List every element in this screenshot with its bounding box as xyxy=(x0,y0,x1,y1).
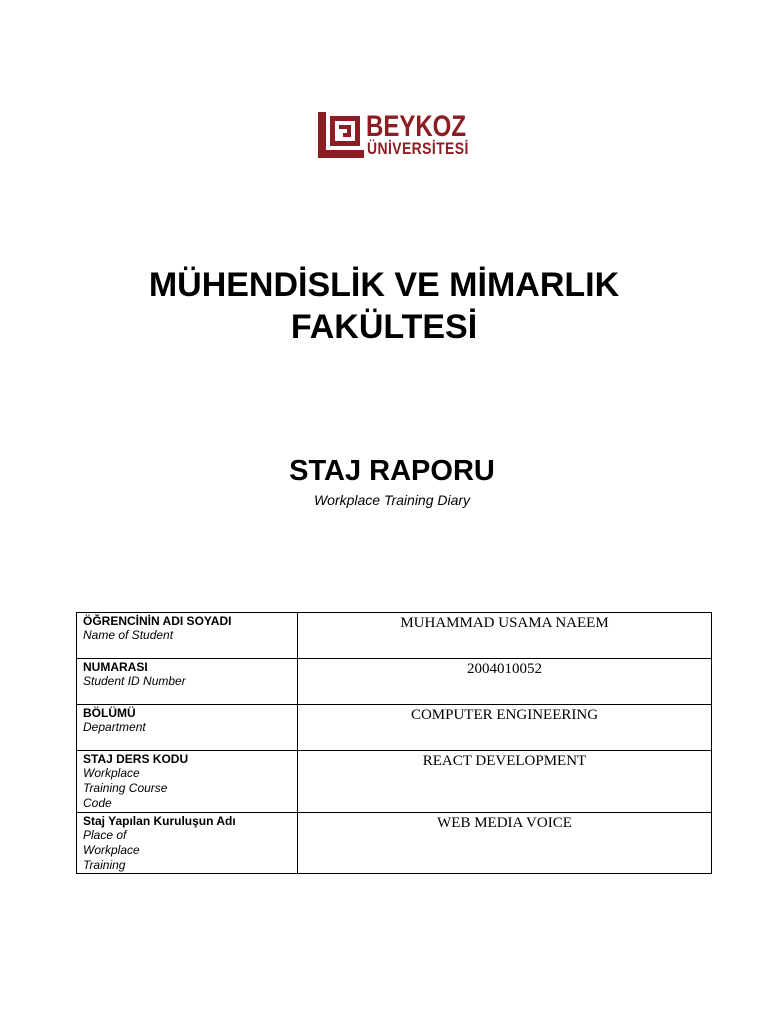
label-cell xyxy=(77,613,298,659)
table-row xyxy=(77,705,712,751)
label-cell xyxy=(77,813,298,874)
label-english: Workplace xyxy=(83,843,140,857)
label-turkish: ÖĞRENCİNİN ADI SOYADI xyxy=(83,614,232,628)
logo-line2: ÜNİVERSİTESİ xyxy=(367,139,469,158)
label-english: Name of Student xyxy=(83,628,174,642)
value-cell: 2004010052 xyxy=(298,659,712,705)
beykoz-logo-icon xyxy=(318,112,364,158)
label-english: Code xyxy=(83,796,112,810)
report-subtitle: Workplace Training Diary xyxy=(313,492,471,508)
value-cell: COMPUTER ENGINEERING xyxy=(298,705,712,751)
label-english: Workplace xyxy=(83,766,140,780)
logo-line1: BEYKOZ xyxy=(366,110,467,143)
value-cell: MUHAMMAD USAMA NAEEM xyxy=(298,613,712,659)
label-turkish: Staj Yapılan Kuruluşun Adı xyxy=(83,814,236,828)
faculty-title-line2: FAKÜLTESİ xyxy=(290,308,478,346)
student-info-table xyxy=(76,612,712,874)
label-turkish: BÖLÜMÜ xyxy=(83,706,136,720)
label-turkish: NUMARASI xyxy=(83,660,148,674)
report-title: STAJ RAPORU xyxy=(289,455,495,487)
label-english: Place of xyxy=(83,828,127,842)
table-row xyxy=(77,813,712,874)
label-turkish: STAJ DERS KODU xyxy=(83,752,189,766)
table-row xyxy=(77,751,712,813)
faculty-title-line1: MÜHENDİSLİK VE MİMARLIK xyxy=(148,266,620,304)
label-english: Student ID Number xyxy=(83,674,186,688)
label-cell xyxy=(77,751,298,813)
label-english: Department xyxy=(83,720,146,734)
value-cell: WEB MEDIA VOICE xyxy=(298,813,712,874)
table-row xyxy=(77,659,712,705)
label-english: Training xyxy=(83,858,126,872)
table-row xyxy=(77,613,712,659)
label-cell xyxy=(77,705,298,751)
value-cell: REACT DEVELOPMENT xyxy=(298,751,712,813)
label-cell xyxy=(77,659,298,705)
label-english: Training Course xyxy=(83,781,168,795)
university-logo xyxy=(318,112,470,160)
